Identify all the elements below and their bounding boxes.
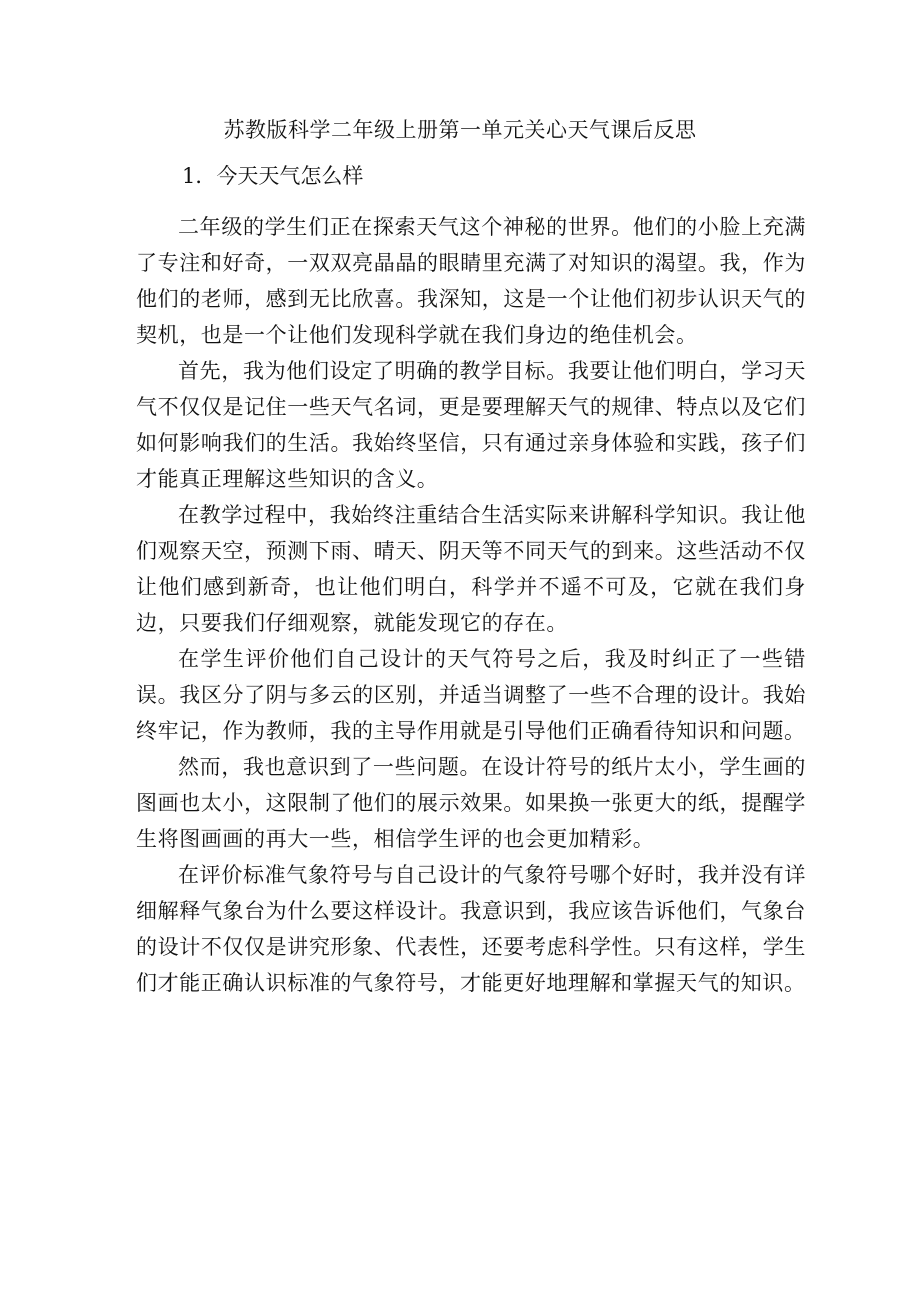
- document-body: [136, 209, 806, 1001]
- paragraph-3: 在教学过程中，我始终注重结合生活实际来讲解科学知识。我让他们观察天空，预测下雨、晴天、阴天等不同天气的到来。这些活动不仅让他们感到新奇，也让他们明白，科学并不遥不可及，它就在我们身边，只要我们仔细观察，就能发现它的存在。: [136, 503, 806, 635]
- section-heading: 1．今天天气怎么样: [182, 164, 364, 188]
- paragraph-4: 在学生评价他们自己设计的天气符号之后，我及时纠正了一些错误。我区分了阴与多云的区别，并适当调整了一些不合理的设计。我始终牢记，作为教师，我的主导作用就是引导他们正确看待知识和问题。: [136, 647, 806, 743]
- paragraph-6: 在评价标准气象符号与自己设计的气象符号哪个好时，我并没有详细解释气象台为什么要这样设计。我意识到，我应该告诉他们，气象台的设计不仅仅是讲究形象、代表性，还要考虑科学性。只有这样，学生们才能正确认识标准的气象符号，才能更好地理解和掌握天气的知识。: [136, 863, 806, 995]
- paragraph-1: 二年级的学生们正在探索天气这个神秘的世界。他们的小脸上充满了专注和好奇，一双双亮晶晶的眼睛里充满了对知识的渴望。我，作为他们的老师，感到无比欣喜。我深知，这是一个让他们初步认识天气的契机，也是一个让他们发现科学就在我们身边的绝佳机会。: [136, 215, 806, 347]
- paragraph-2: 首先，我为他们设定了明确的教学目标。我要让他们明白，学习天气不仅仅是记住一些天气名词，更是要理解天气的规律、特点以及它们如何影响我们的生活。我始终坚信，只有通过亲身体验和实践，孩子们才能真正理解这些知识的含义。: [136, 359, 806, 491]
- document-title: 苏教版科学二年级上册第一单元关心天气课后反思: [223, 118, 697, 142]
- paragraph-5: 然而，我也意识到了一些问题。在设计符号的纸片太小，学生画的图画也太小，这限制了他们的展示效果。如果换一张更大的纸，提醒学生将图画画的再大一些，相信学生评的也会更加精彩。: [136, 755, 806, 851]
